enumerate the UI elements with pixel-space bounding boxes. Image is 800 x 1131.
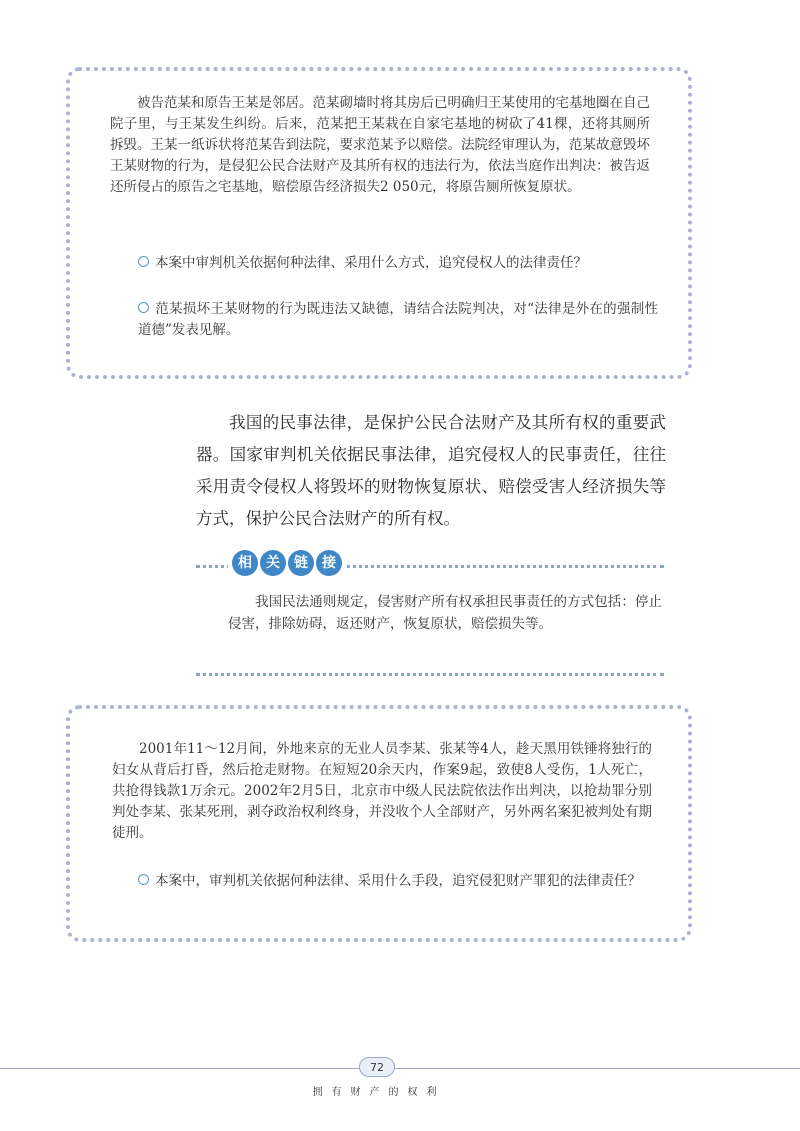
- case-1-question-2-text: 范某损坏王某财物的行为既违法又缺德，请结合法院判决，对“法律是外在的强制性道德”发表见解。: [138, 301, 658, 338]
- related-link-title-char: 接: [316, 550, 342, 576]
- related-link-title-char: 关: [260, 550, 286, 576]
- case-study-box-1: [66, 67, 692, 379]
- circle-bullet-icon: [138, 302, 149, 313]
- circle-bullet-icon: [138, 874, 149, 885]
- related-link-title: [228, 550, 346, 576]
- footer-divider: [0, 1068, 800, 1069]
- page-number: 72: [359, 1057, 395, 1077]
- main-body-text: 我国的民事法律，是保护公民合法财产及其所有权的重要武器。国家审判机关依据民事法律，追究侵权人的民事责任，往往采用责令侵权人将毁坏的财物恢复原状、赔偿受害人经济损失等方式，保护公民合法财产的所有权。: [196, 413, 666, 528]
- case-study-box-2: [66, 705, 692, 942]
- case-1-question-1: [138, 253, 658, 274]
- related-link-text: 我国民法通则规定，侵害财产所有权承担民事责任的方式包括：停止侵害，排除妨碍，返还财产，恢复原状，赔偿损失等。: [228, 594, 662, 632]
- case-1-paragraph: 被告范某和原告王某是邻居。范某砌墙时将其房后已明确归王某使用的宅基地圈在自己院子里，与王某发生纠纷。后来，范某把王某栽在自家宅基地的树砍了41棵，还将其厕所拆毁。王某一纸诉状将范某告到法院，要求范某予以赔偿。法院经审理认为，范某故意毁坏王某财物的行为，是侵犯公民合法财产及其所有权的违法行为，依法当庭作出判决：被告返还所侵占的原告之宅基地，赔偿原告经济损失2 050元，将原告厕所恢复原状。: [110, 95, 650, 195]
- circle-bullet-icon: [138, 256, 149, 267]
- case-2-question-1: [138, 871, 658, 892]
- case-2-question-1-text: 本案中，审判机关依据何种法律、采用什么手段，追究侵犯财产罪犯的法律责任？: [155, 873, 641, 889]
- related-link-title-char: 链: [288, 550, 314, 576]
- related-link-bottom-divider: [196, 673, 664, 676]
- case-2-paragraph: 2001年11～12月间，外地来京的无业人员李某、张某等4人，趁天黑用铁锤将独行的妇女从背后打昏，然后抢走财物。在短短20余天内，作案9起，致使8人受伤，1人死亡，共抢得钱款1万余元。2002年2月5日，北京市中级人民法院依法作出判决，以抢劫罪分别判处李某、张某死刑，剥夺政治权利终身，并没收个人全部财产，另外两名案犯被判处有期徒刑。: [112, 741, 652, 841]
- case-1-question-2: [138, 299, 658, 341]
- case-1-question-1-text: 本案中审判机关依据何种法律、采用什么方式，追究侵权人的法律责任？: [155, 255, 587, 271]
- footer-chapter-title: 拥有财产的权利: [312, 1087, 446, 1098]
- related-link-title-char: 相: [232, 550, 258, 576]
